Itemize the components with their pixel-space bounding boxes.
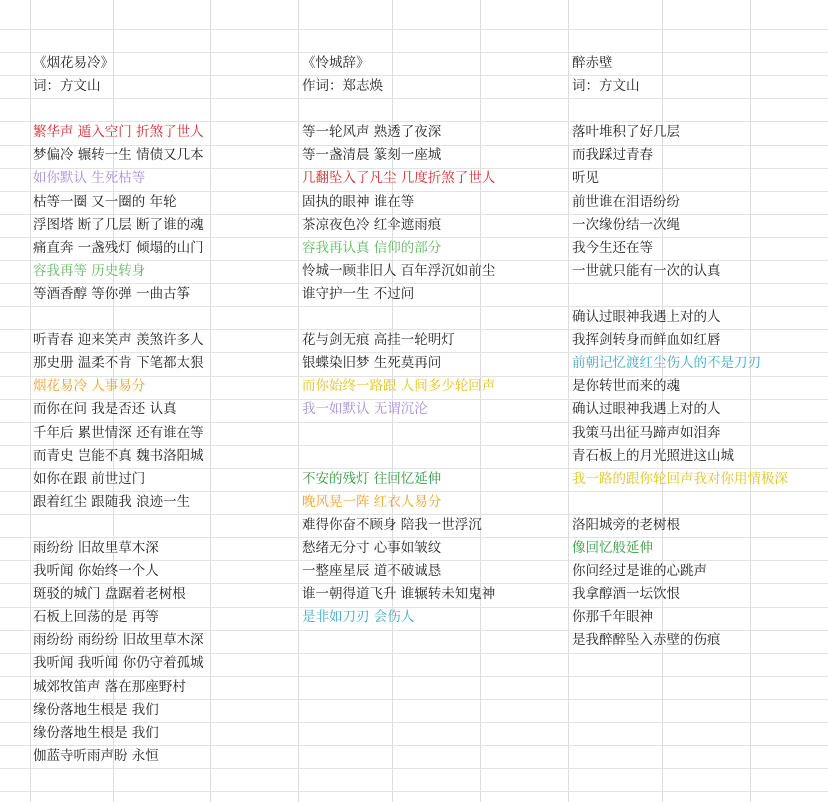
sheet-cell[interactable]: 我策马出征马蹄声如泪奔 — [572, 424, 721, 441]
sheet-cell[interactable] — [302, 445, 495, 468]
sheet-cell[interactable]: 难得你奋不顾身 陪我一世浮沉 — [302, 516, 482, 533]
sheet-cell[interactable]: 等酒香醇 等你弹 一曲古筝 — [33, 285, 191, 302]
sheet-cell[interactable]: 我今生还在等 — [572, 239, 653, 256]
lyrics-column-2 — [302, 52, 495, 629]
sheet-cell[interactable]: 词：方文山 — [572, 78, 640, 95]
sheet-cell[interactable]: 石板上回荡的是 再等 — [33, 609, 159, 626]
sheet-cell[interactable]: 等一盏清晨 篆刻一座城 — [302, 147, 442, 164]
sheet-cell[interactable]: 醉赤壁 — [572, 55, 613, 71]
sheet-cell[interactable]: 而你始终一路跟 人间多少轮回声 — [302, 378, 496, 395]
sheet-cell[interactable] — [33, 98, 204, 121]
sheet-cell[interactable]: 如你在跟 前世过门 — [33, 470, 146, 487]
sheet-cell[interactable]: 那史册 温柔不肯 下笔都太狠 — [33, 355, 204, 372]
sheet-cell[interactable]: 像回忆般延伸 — [572, 539, 653, 556]
sheet-cell[interactable]: 痛直奔 一盏残灯 倾塌的山门 — [33, 239, 204, 256]
sheet-cell[interactable]: 几翻坠入了凡尘 几度折煞了世人 — [302, 170, 496, 187]
sheet-cell[interactable]: 缘份落地生根是 我们 — [33, 724, 159, 741]
sheet-cell[interactable]: 作词：郑志焕 — [302, 78, 383, 95]
sheet-cell[interactable]: 确认过眼神我遇上对的人 — [572, 401, 721, 418]
sheet-cell[interactable]: 而我踩过青春 — [572, 147, 653, 164]
sheet-cell[interactable]: 一世就只能有一次的认真 — [572, 262, 721, 279]
grid-row-line — [0, 768, 828, 769]
sheet-cell[interactable]: 《烟花易冷》 — [33, 55, 114, 71]
sheet-cell[interactable]: 晚风晃一阵 红衣人易分 — [302, 493, 442, 510]
sheet-cell[interactable]: 青石板上的月光照进这山城 — [572, 447, 734, 464]
sheet-cell[interactable]: 不安的残灯 往回忆延伸 — [302, 470, 442, 487]
sheet-cell[interactable] — [572, 283, 788, 306]
sheet-cell[interactable]: 繁华声 遁入空门 折煞了世人 — [33, 124, 204, 141]
sheet-cell[interactable]: 你那千年眼神 — [572, 609, 653, 626]
sheet-cell[interactable]: 确认过眼神我遇上对的人 — [572, 309, 721, 326]
sheet-cell[interactable]: 谁守护一生 不过问 — [302, 285, 415, 302]
sheet-cell[interactable]: 茶凉夜色冷 红伞遮雨痕 — [302, 216, 442, 233]
sheet-cell[interactable]: 一次缘份结一次绳 — [572, 216, 680, 233]
sheet-cell[interactable]: 梦偏冷 辗转一生 情债又几本 — [33, 147, 204, 164]
sheet-cell[interactable]: 《怜城辞》 — [302, 55, 370, 71]
sheet-cell[interactable]: 等一轮风声 熟透了夜深 — [302, 124, 442, 141]
sheet-cell[interactable] — [572, 98, 788, 121]
sheet-cell[interactable]: 一整座星辰 道不破诚恳 — [302, 563, 442, 580]
sheet-cell[interactable]: 愁绪无分寸 心事如皱纹 — [302, 539, 442, 556]
sheet-cell[interactable]: 洛阳城旁的老树根 — [572, 516, 680, 533]
sheet-cell[interactable]: 是非如刀刃 会伤人 — [302, 609, 415, 626]
sheet-cell[interactable] — [302, 98, 495, 121]
sheet-cell[interactable]: 固执的眼神 谁在等 — [302, 193, 415, 210]
sheet-cell[interactable] — [33, 514, 204, 537]
sheet-cell[interactable]: 容我再等 历史转身 — [33, 262, 146, 279]
sheet-cell[interactable]: 花与剑无痕 高挂一轮明灯 — [302, 332, 455, 349]
sheet-cell[interactable]: 容我再认真 信仰的部分 — [302, 239, 442, 256]
sheet-cell[interactable]: 前世谁在泪语纷纷 — [572, 193, 680, 210]
sheet-cell[interactable]: 是你转世而来的魂 — [572, 378, 680, 395]
sheet-cell[interactable]: 城郊牧笛声 落在那座野村 — [33, 678, 186, 695]
grid-row-line — [0, 29, 828, 30]
sheet-cell[interactable]: 雨纷纷 雨纷纷 旧故里草木深 — [33, 632, 204, 649]
sheet-cell[interactable]: 谁一朝得道飞升 谁辗转未知鬼神 — [302, 586, 496, 603]
sheet-cell[interactable]: 伽蓝寺听雨声盼 永恒 — [33, 747, 159, 764]
sheet-cell[interactable]: 银蝶染旧梦 生死莫再问 — [302, 355, 442, 372]
sheet-cell[interactable]: 听青春 迎来笑声 羡煞许多人 — [33, 332, 204, 349]
sheet-cell[interactable]: 浮图塔 断了几层 断了谁的魂 — [33, 216, 204, 233]
sheet-cell[interactable]: 我听闻 我听闻 你仍守着孤城 — [33, 655, 204, 672]
sheet-cell[interactable]: 你问经过是谁的心跳声 — [572, 563, 707, 580]
sheet-cell[interactable]: 而青史 岂能不真 魏书洛阳城 — [33, 447, 204, 464]
sheet-cell[interactable]: 我听闻 你始终一个人 — [33, 563, 159, 580]
lyrics-column-1 — [33, 52, 204, 768]
sheet-cell[interactable] — [572, 491, 788, 514]
sheet-cell[interactable]: 词：方文山 — [33, 78, 101, 95]
sheet-cell[interactable]: 烟花易冷 人事易分 — [33, 378, 146, 395]
sheet-cell[interactable]: 斑驳的城门 盘踞着老树根 — [33, 586, 186, 603]
sheet-cell[interactable]: 如你默认 生死枯等 — [33, 170, 146, 187]
sheet-cell[interactable]: 而你在问 我是否还 认真 — [33, 401, 177, 418]
sheet-cell[interactable] — [302, 306, 495, 329]
sheet-cell[interactable]: 跟着红尘 跟随我 浪迹一生 — [33, 493, 191, 510]
sheet-cell[interactable]: 我挥剑转身而鲜血如红唇 — [572, 332, 721, 349]
sheet-cell[interactable]: 千年后 累世情深 还有谁在等 — [33, 424, 204, 441]
sheet-cell[interactable]: 缘份落地生根是 我们 — [33, 701, 159, 718]
grid-row-line — [0, 791, 828, 792]
sheet-cell[interactable]: 前朝记忆渡红尘伤人的不是刀刃 — [572, 355, 761, 372]
sheet-cell[interactable] — [33, 306, 204, 329]
sheet-cell[interactable]: 落叶堆积了好几层 — [572, 124, 680, 141]
sheet-cell[interactable]: 我一如默认 无谓沉沦 — [302, 401, 428, 418]
sheet-cell[interactable]: 我拿醇酒一坛饮恨 — [572, 586, 680, 603]
lyrics-column-3 — [572, 52, 788, 652]
sheet-cell[interactable]: 是我醉醉坠入赤壁的伤痕 — [572, 632, 721, 649]
sheet-cell[interactable]: 枯等一圈 又一圈的 年轮 — [33, 193, 177, 210]
sheet-cell[interactable]: 我一路的跟你轮回声我对你用情极深 — [572, 470, 788, 487]
sheet-cell[interactable]: 雨纷纷 旧故里草木深 — [33, 539, 159, 556]
sheet-cell[interactable]: 怜城一顾非旧人 百年浮沉如前尘 — [302, 262, 496, 279]
sheet-cell[interactable] — [302, 422, 495, 445]
sheet-cell[interactable]: 听见 — [572, 170, 599, 187]
